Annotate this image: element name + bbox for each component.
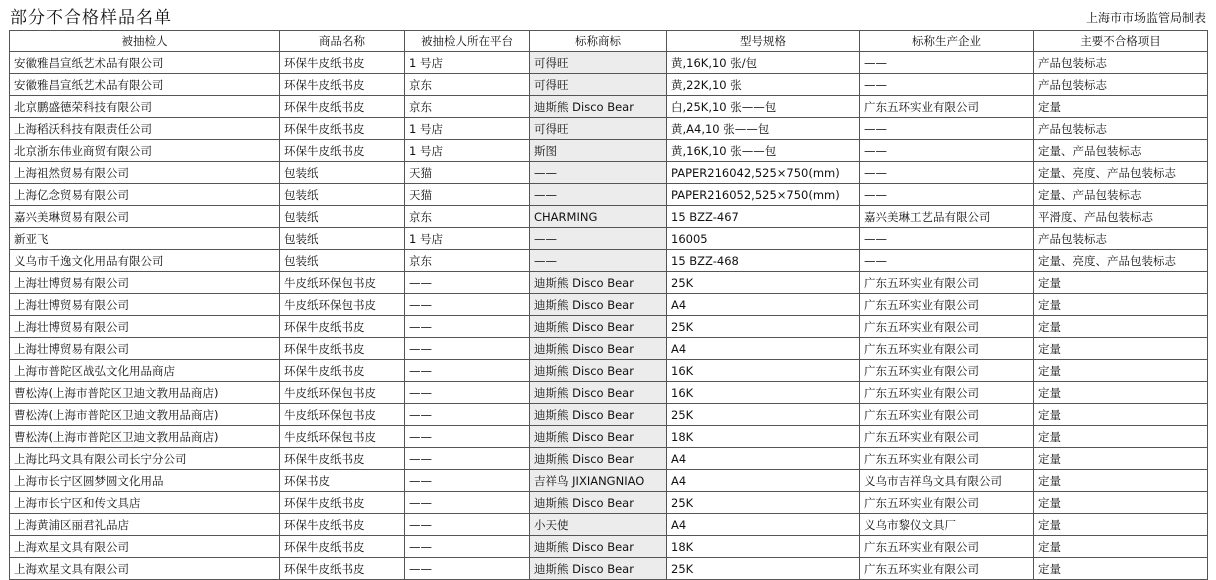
failed-items-cell: 定量	[1034, 470, 1208, 492]
platform-cell: ——	[405, 514, 530, 536]
model-spec-cell: 黄,A4,10 张——包	[667, 118, 860, 140]
table-row	[10, 96, 1208, 118]
failed-items-cell: 产品包装标志	[1034, 118, 1208, 140]
inspected-party-cell: 上海壮博贸易有限公司	[10, 338, 280, 360]
manufacturer-cell: 广东五环实业有限公司	[860, 316, 1034, 338]
table-row	[10, 184, 1208, 206]
platform-cell: ——	[405, 272, 530, 294]
product-name-cell: 环保牛皮纸书皮	[280, 74, 405, 96]
table-row	[10, 448, 1208, 470]
failed-items-cell: 定量、产品包装标志	[1034, 140, 1208, 162]
inspected-party-cell: 新亚飞	[10, 228, 280, 250]
failed-items-cell: 定量	[1034, 514, 1208, 536]
manufacturer-cell: 广东五环实业有限公司	[860, 382, 1034, 404]
product-name-cell: 环保牛皮纸书皮	[280, 338, 405, 360]
table-row	[10, 360, 1208, 382]
product-name-cell: 牛皮纸环保包书皮	[280, 404, 405, 426]
model-spec-cell: 18K	[667, 426, 860, 448]
product-name-cell: 环保牛皮纸书皮	[280, 52, 405, 74]
inspected-party-cell: 上海壮博贸易有限公司	[10, 316, 280, 338]
failed-items-cell: 定量	[1034, 426, 1208, 448]
table-row	[10, 382, 1208, 404]
platform-cell: 天猫	[405, 162, 530, 184]
model-spec-cell: 15 BZZ-467	[667, 206, 860, 228]
failed-items-cell: 定量、亮度、产品包装标志	[1034, 162, 1208, 184]
inspected-party-cell: 安徽雅昌宣纸艺术品有限公司	[10, 74, 280, 96]
brand-cell: 迪斯熊 Disco Bear	[530, 294, 667, 316]
table-row	[10, 250, 1208, 272]
product-name-cell: 包装纸	[280, 206, 405, 228]
brand-cell: ——	[530, 228, 667, 250]
inspected-party-cell: 上海祖然贸易有限公司	[10, 162, 280, 184]
platform-cell: 1 号店	[405, 228, 530, 250]
table-row	[10, 118, 1208, 140]
inspected-party-cell: 曹松涛(上海市普陀区卫迪文教用品商店)	[10, 382, 280, 404]
platform-cell: ——	[405, 536, 530, 558]
model-spec-cell: 18K	[667, 536, 860, 558]
model-spec-cell: A4	[667, 448, 860, 470]
header-platform: 被抽检人所在平台	[405, 31, 530, 52]
inspected-party-cell: 上海亿念贸易有限公司	[10, 184, 280, 206]
brand-cell: ——	[530, 184, 667, 206]
manufacturer-cell: 广东五环实业有限公司	[860, 96, 1034, 118]
manufacturer-cell: ——	[860, 228, 1034, 250]
model-spec-cell: 25K	[667, 272, 860, 294]
brand-cell: 可得旺	[530, 118, 667, 140]
product-name-cell: 环保牛皮纸书皮	[280, 492, 405, 514]
model-spec-cell: 25K	[667, 558, 860, 580]
inspected-party-cell: 上海欢星文具有限公司	[10, 536, 280, 558]
manufacturer-cell: ——	[860, 140, 1034, 162]
brand-cell: 斯图	[530, 140, 667, 162]
table-row	[10, 558, 1208, 580]
manufacturer-cell: 嘉兴美琳工艺品有限公司	[860, 206, 1034, 228]
product-name-cell: 环保牛皮纸书皮	[280, 316, 405, 338]
model-spec-cell: 黄,16K,10 张/包	[667, 52, 860, 74]
inspected-party-cell: 曹松涛(上海市普陀区卫迪文教用品商店)	[10, 426, 280, 448]
platform-cell: ——	[405, 404, 530, 426]
brand-cell: 迪斯熊 Disco Bear	[530, 492, 667, 514]
table-row	[10, 140, 1208, 162]
brand-cell: 迪斯熊 Disco Bear	[530, 404, 667, 426]
brand-cell: 迪斯熊 Disco Bear	[530, 536, 667, 558]
platform-cell: 京东	[405, 74, 530, 96]
table-row	[10, 492, 1208, 514]
platform-cell: ——	[405, 448, 530, 470]
model-spec-cell: 16005	[667, 228, 860, 250]
manufacturer-cell: 广东五环实业有限公司	[860, 492, 1034, 514]
header-model-spec: 型号规格	[667, 31, 860, 52]
platform-cell: 天猫	[405, 184, 530, 206]
table-row	[10, 514, 1208, 536]
table-row	[10, 470, 1208, 492]
failed-items-cell: 定量	[1034, 96, 1208, 118]
model-spec-cell: 15 BZZ-468	[667, 250, 860, 272]
product-name-cell: 环保牛皮纸书皮	[280, 558, 405, 580]
table-body	[10, 52, 1208, 580]
table-row	[10, 162, 1208, 184]
table-row	[10, 74, 1208, 96]
manufacturer-cell: 广东五环实业有限公司	[860, 294, 1034, 316]
failed-items-cell: 产品包装标志	[1034, 52, 1208, 74]
brand-cell: 可得旺	[530, 52, 667, 74]
brand-cell: 吉祥鸟 JIXIANGNIAO	[530, 470, 667, 492]
inspected-party-cell: 曹松涛(上海市普陀区卫迪文教用品商店)	[10, 404, 280, 426]
model-spec-cell: 黄,22K,10 张	[667, 74, 860, 96]
platform-cell: ——	[405, 294, 530, 316]
model-spec-cell: 25K	[667, 404, 860, 426]
header-failed-items: 主要不合格项目	[1034, 31, 1208, 52]
failed-items-cell: 定量、亮度、产品包装标志	[1034, 250, 1208, 272]
product-name-cell: 包装纸	[280, 162, 405, 184]
failed-items-cell: 定量	[1034, 492, 1208, 514]
inspected-party-cell: 上海稻沃科技有限责任公司	[10, 118, 280, 140]
header-product-name: 商品名称	[280, 31, 405, 52]
platform-cell: 1 号店	[405, 118, 530, 140]
failed-items-cell: 定量	[1034, 558, 1208, 580]
failed-items-cell: 定量	[1034, 448, 1208, 470]
product-name-cell: 包装纸	[280, 228, 405, 250]
manufacturer-cell: ——	[860, 52, 1034, 74]
inspected-party-cell: 上海壮博贸易有限公司	[10, 272, 280, 294]
platform-cell: ——	[405, 426, 530, 448]
manufacturer-cell: 广东五环实业有限公司	[860, 360, 1034, 382]
platform-cell: ——	[405, 360, 530, 382]
brand-cell: 迪斯熊 Disco Bear	[530, 382, 667, 404]
brand-cell: 迪斯熊 Disco Bear	[530, 558, 667, 580]
brand-cell: 迪斯熊 Disco Bear	[530, 272, 667, 294]
failed-items-cell: 定量	[1034, 360, 1208, 382]
platform-cell: 1 号店	[405, 140, 530, 162]
product-name-cell: 环保牛皮纸书皮	[280, 536, 405, 558]
source-note: 上海市市场监管局制表	[1085, 11, 1206, 25]
brand-cell: 迪斯熊 Disco Bear	[530, 96, 667, 118]
header-manufacturer: 标称生产企业	[860, 31, 1034, 52]
manufacturer-cell: 广东五环实业有限公司	[860, 536, 1034, 558]
brand-cell: 迪斯熊 Disco Bear	[530, 360, 667, 382]
brand-cell: ——	[530, 162, 667, 184]
inspected-party-cell: 嘉兴美琳贸易有限公司	[10, 206, 280, 228]
product-name-cell: 环保牛皮纸书皮	[280, 118, 405, 140]
product-name-cell: 包装纸	[280, 250, 405, 272]
model-spec-cell: 白,25K,10 张——包	[667, 96, 860, 118]
product-name-cell: 牛皮纸环保包书皮	[280, 294, 405, 316]
model-spec-cell: 16K	[667, 382, 860, 404]
product-name-cell: 包装纸	[280, 184, 405, 206]
table-row	[10, 426, 1208, 448]
inspected-party-cell: 上海壮博贸易有限公司	[10, 294, 280, 316]
inspected-party-cell: 北京鹏盛德荣科技有限公司	[10, 96, 280, 118]
noncompliant-samples-table	[9, 30, 1208, 580]
manufacturer-cell: ——	[860, 184, 1034, 206]
brand-cell: 迪斯熊 Disco Bear	[530, 338, 667, 360]
platform-cell: ——	[405, 382, 530, 404]
platform-cell: ——	[405, 470, 530, 492]
product-name-cell: 环保牛皮纸书皮	[280, 360, 405, 382]
table-row	[10, 294, 1208, 316]
table-row	[10, 52, 1208, 74]
failed-items-cell: 定量	[1034, 536, 1208, 558]
product-name-cell: 环保牛皮纸书皮	[280, 140, 405, 162]
table-row	[10, 316, 1208, 338]
table-row	[10, 404, 1208, 426]
manufacturer-cell: 义乌市吉祥鸟文具有限公司	[860, 470, 1034, 492]
model-spec-cell: A4	[667, 338, 860, 360]
manufacturer-cell: ——	[860, 250, 1034, 272]
inspected-party-cell: 上海市长宁区圆梦圆文化用品	[10, 470, 280, 492]
manufacturer-cell: ——	[860, 74, 1034, 96]
failed-items-cell: 定量	[1034, 316, 1208, 338]
failed-items-cell: 产品包装标志	[1034, 228, 1208, 250]
platform-cell: ——	[405, 316, 530, 338]
manufacturer-cell: ——	[860, 118, 1034, 140]
failed-items-cell: 定量	[1034, 404, 1208, 426]
failed-items-cell: 定量	[1034, 272, 1208, 294]
platform-cell: ——	[405, 558, 530, 580]
model-spec-cell: A4	[667, 514, 860, 536]
brand-cell: ——	[530, 250, 667, 272]
inspected-party-cell: 上海欢星文具有限公司	[10, 558, 280, 580]
inspected-party-cell: 安徽雅昌宣纸艺术品有限公司	[10, 52, 280, 74]
manufacturer-cell: 义乌市黎仪文具厂	[860, 514, 1034, 536]
manufacturer-cell: 广东五环实业有限公司	[860, 426, 1034, 448]
platform-cell: 京东	[405, 96, 530, 118]
table-row	[10, 338, 1208, 360]
manufacturer-cell: 广东五环实业有限公司	[860, 558, 1034, 580]
failed-items-cell: 定量、产品包装标志	[1034, 184, 1208, 206]
inspected-party-cell: 上海比玛文具有限公司长宁分公司	[10, 448, 280, 470]
brand-cell: 小天使	[530, 514, 667, 536]
brand-cell: CHARMING	[530, 206, 667, 228]
model-spec-cell: 25K	[667, 492, 860, 514]
failed-items-cell: 平滑度、产品包装标志	[1034, 206, 1208, 228]
model-spec-cell: 黄,16K,10 张——包	[667, 140, 860, 162]
failed-items-cell: 定量	[1034, 294, 1208, 316]
manufacturer-cell: 广东五环实业有限公司	[860, 404, 1034, 426]
platform-cell: 1 号店	[405, 52, 530, 74]
manufacturer-cell: 广东五环实业有限公司	[860, 448, 1034, 470]
table-row	[10, 206, 1208, 228]
brand-cell: 迪斯熊 Disco Bear	[530, 448, 667, 470]
platform-cell: ——	[405, 338, 530, 360]
platform-cell: 京东	[405, 206, 530, 228]
failed-items-cell: 产品包装标志	[1034, 74, 1208, 96]
table-row	[10, 536, 1208, 558]
manufacturer-cell: ——	[860, 162, 1034, 184]
header-brand: 标称商标	[530, 31, 667, 52]
model-spec-cell: PAPER216052,525×750(mm)	[667, 184, 860, 206]
page-title: 部分不合格样品名单	[10, 8, 172, 28]
product-name-cell: 牛皮纸环保包书皮	[280, 382, 405, 404]
brand-cell: 迪斯熊 Disco Bear	[530, 426, 667, 448]
table-row	[10, 272, 1208, 294]
product-name-cell: 环保牛皮纸书皮	[280, 448, 405, 470]
inspected-party-cell: 上海市普陀区战弘文化用品商店	[10, 360, 280, 382]
brand-cell: 可得旺	[530, 74, 667, 96]
product-name-cell: 环保牛皮纸书皮	[280, 514, 405, 536]
inspected-party-cell: 上海黄浦区丽君礼品店	[10, 514, 280, 536]
inspected-party-cell: 上海市长宁区和传文具店	[10, 492, 280, 514]
table-row	[10, 228, 1208, 250]
manufacturer-cell: 广东五环实业有限公司	[860, 272, 1034, 294]
failed-items-cell: 定量	[1034, 338, 1208, 360]
product-name-cell: 牛皮纸环保包书皮	[280, 272, 405, 294]
model-spec-cell: PAPER216042,525×750(mm)	[667, 162, 860, 184]
product-name-cell: 环保牛皮纸书皮	[280, 96, 405, 118]
platform-cell: 京东	[405, 250, 530, 272]
inspected-party-cell: 义乌市千逸文化用品有限公司	[10, 250, 280, 272]
brand-cell: 迪斯熊 Disco Bear	[530, 316, 667, 338]
inspected-party-cell: 北京浙东伟业商贸有限公司	[10, 140, 280, 162]
platform-cell: ——	[405, 492, 530, 514]
product-name-cell: 环保书皮	[280, 470, 405, 492]
failed-items-cell: 定量	[1034, 382, 1208, 404]
manufacturer-cell: 广东五环实业有限公司	[860, 338, 1034, 360]
table-header-row	[10, 31, 1208, 52]
product-name-cell: 牛皮纸环保包书皮	[280, 426, 405, 448]
model-spec-cell: 25K	[667, 316, 860, 338]
model-spec-cell: 16K	[667, 360, 860, 382]
model-spec-cell: A4	[667, 294, 860, 316]
model-spec-cell: A4	[667, 470, 860, 492]
header-inspected-party: 被抽检人	[10, 31, 280, 52]
